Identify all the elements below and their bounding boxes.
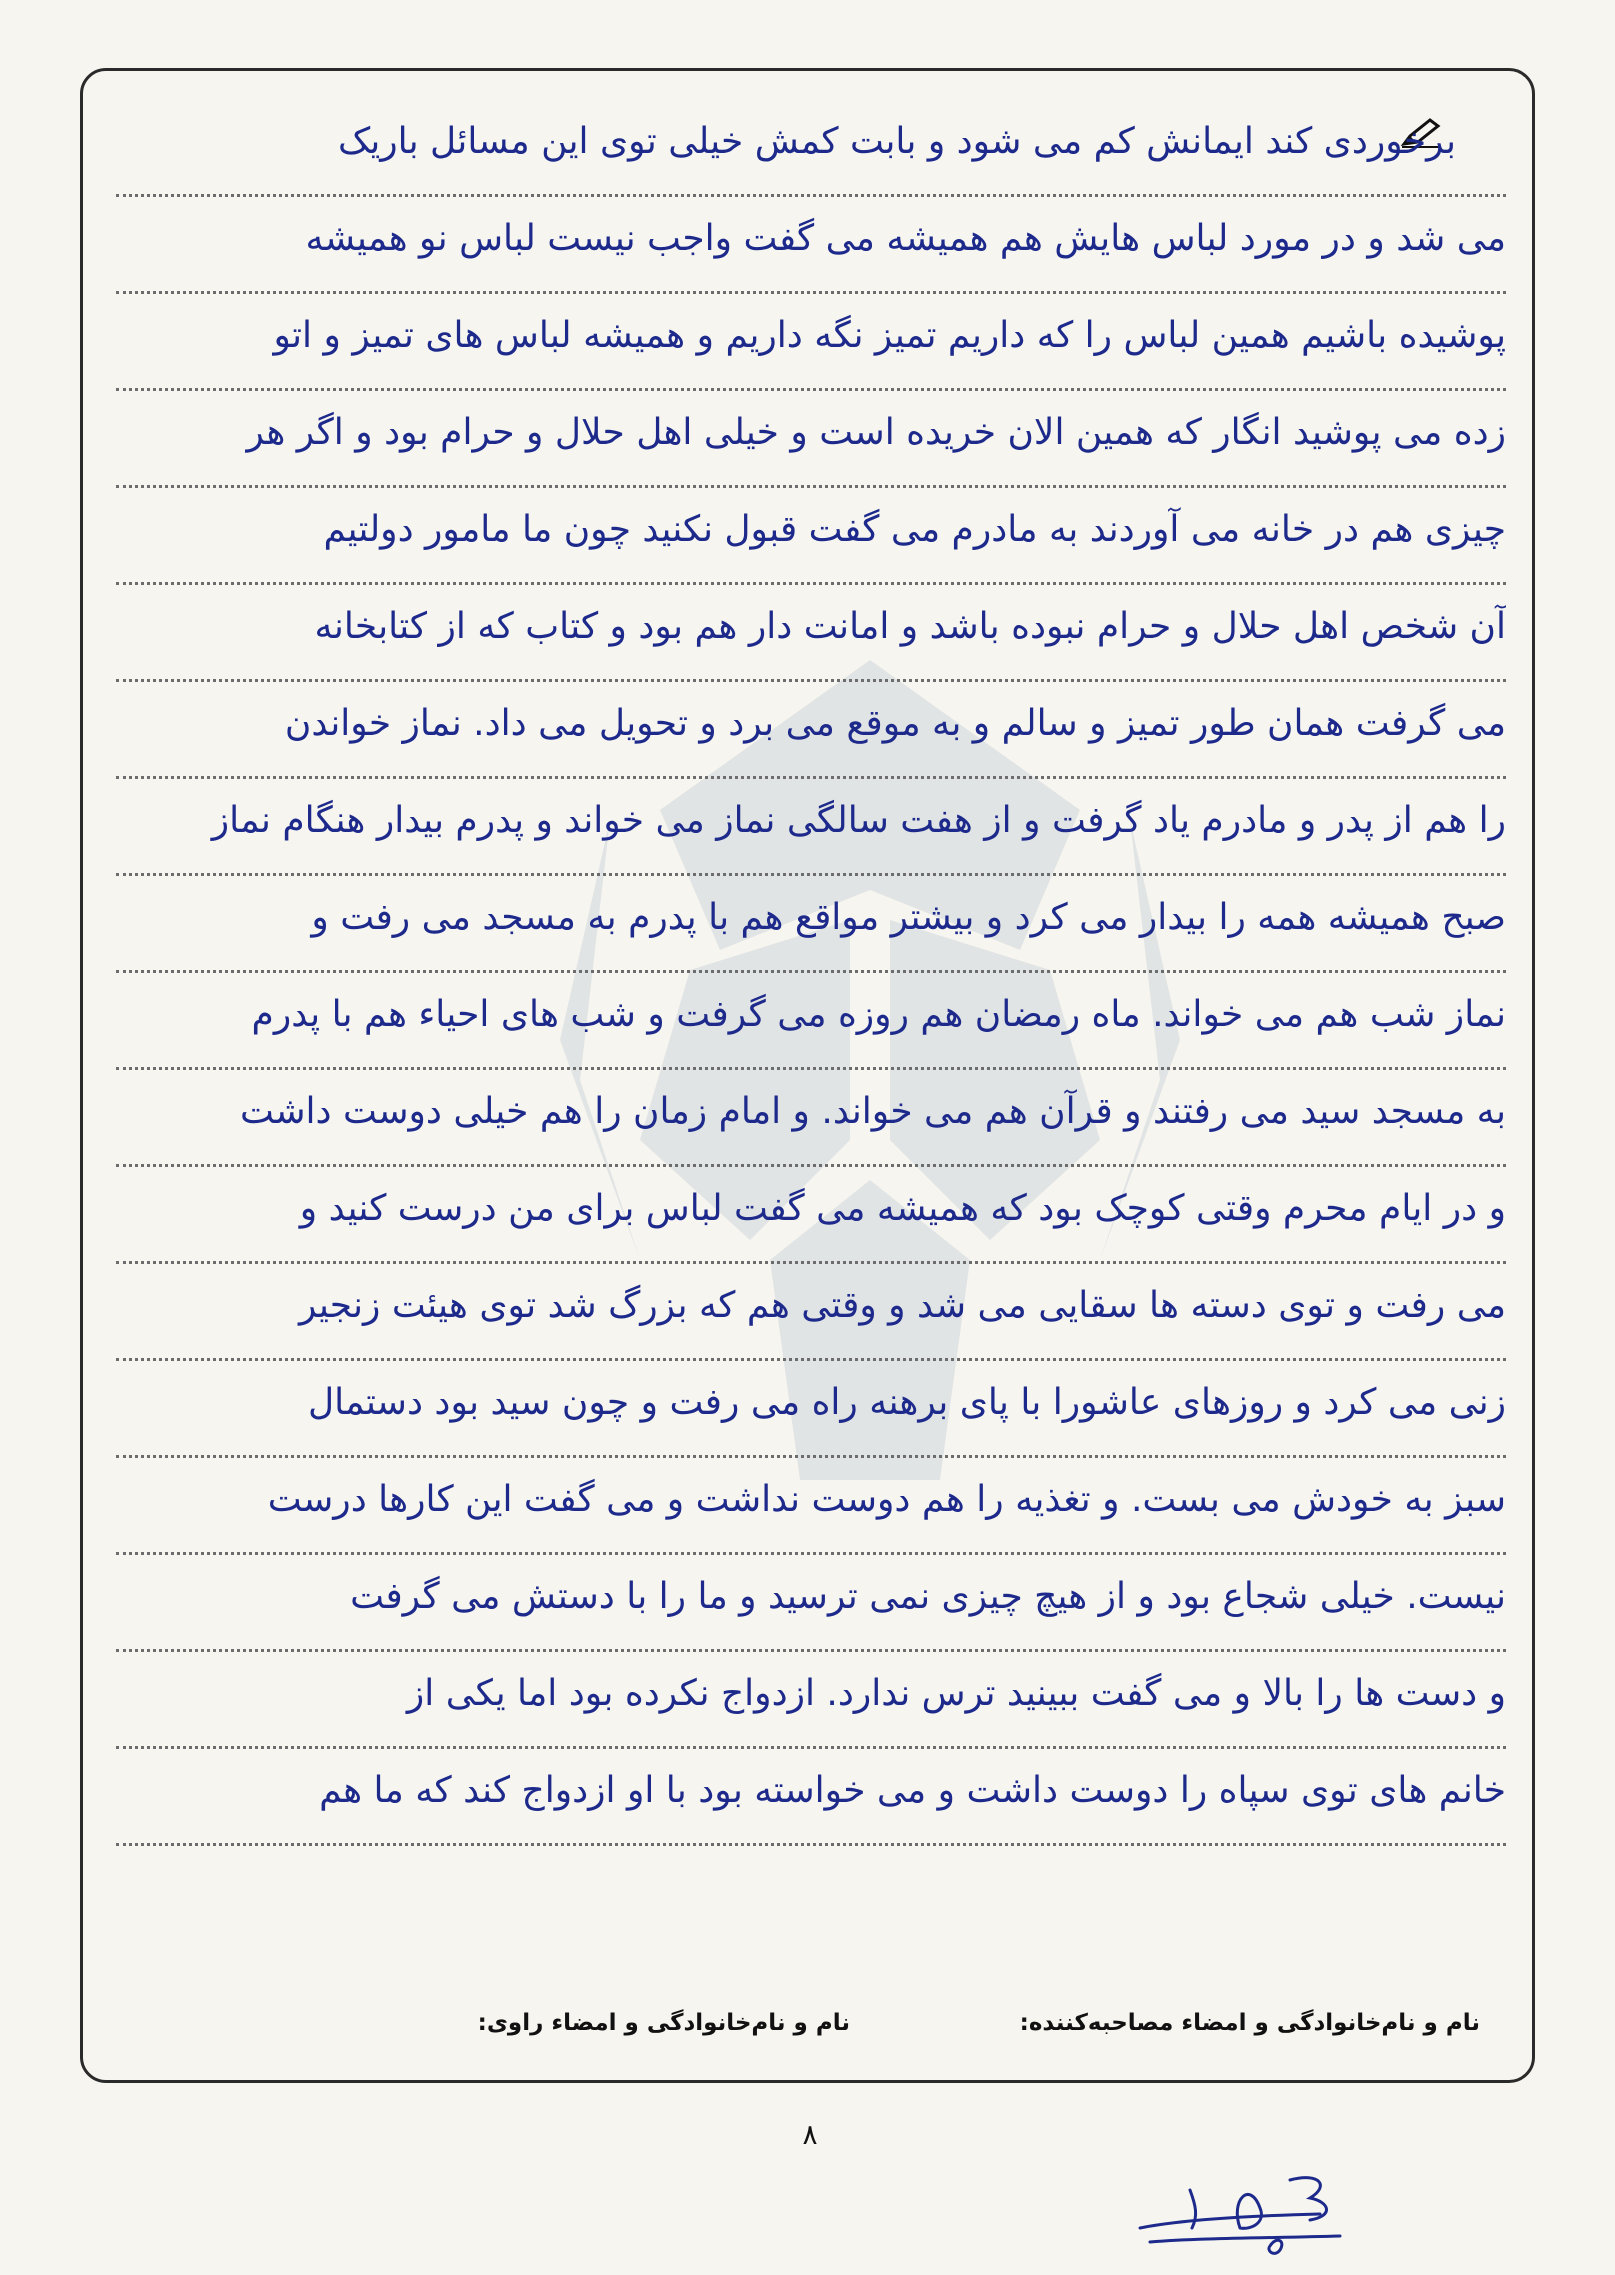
text-line: را هم از پدر و مادرم یاد گرفت و از هفت سالگی نماز می خواند و پدرم بیدار هنگام نماز xyxy=(116,779,1506,876)
text-line: نماز شب هم می خواند. ماه رمضان هم روزه می گرفت و شب های احیاء هم با پدرم xyxy=(116,973,1506,1070)
text-line: زنی می کرد و روزهای عاشورا با پای برهنه راه می رفت و چون سید بود دستمال xyxy=(116,1361,1506,1458)
text-line: و در ایام محرم وقتی کوچک بود که همیشه می گفت لباس برای من درست کنید و xyxy=(116,1167,1506,1264)
text-line: می رفت و توی دسته ها سقایی می شد و وقتی هم که بزرگ شد توی هیئت زنجیر xyxy=(116,1264,1506,1361)
text-line: برخوردی کند ایمانش کم می شود و بابت کمش خیلی توی این مسائل باریک xyxy=(116,100,1506,197)
page-number: ۸ xyxy=(802,2118,818,2151)
handwritten-signature xyxy=(1120,2150,1380,2260)
text-line: می شد و در مورد لباس هایش هم همیشه می گفت واجب نیست لباس نو همیشه xyxy=(116,197,1506,294)
text-line: نیست. خیلی شجاع بود و از هیچ چیزی نمی ترسید و ما را با دستش می گرفت xyxy=(116,1555,1506,1652)
text-line: آن شخص اهل حلال و حرام نبوده باشد و امانت دار هم بود و کتاب که از کتابخانه xyxy=(116,585,1506,682)
interviewer-signature-label: نام و نام‌خانوادگی و امضاء مصاحبه‌کننده: xyxy=(1019,2010,1480,2036)
text-line: و دست ها را بالا و می گفت ببینید ترس ندارد. ازدواج نکرده بود اما یکی از xyxy=(116,1652,1506,1749)
text-line: خانم های توی سپاه را دوست داشت و می خواسته بود با او ازدواج کند که ما هم xyxy=(116,1749,1506,1846)
text-line: چیزی هم در خانه می آوردند به مادرم می گفت قبول نکنید چون ما مامور دولتیم xyxy=(116,488,1506,585)
text-line: می گرفت همان طور تمیز و سالم و به موقع می برد و تحویل می داد. نماز خواندن xyxy=(116,682,1506,779)
text-line: پوشیده باشیم همین لباس را که داریم تمیز نگه داریم و همیشه لباس های تمیز و اتو xyxy=(116,294,1506,391)
text-line: زده می پوشید انگار که همین الان خریده است و خیلی اهل حلال و حرام بود و اگر هر xyxy=(116,391,1506,488)
signature-labels xyxy=(110,2010,1510,2060)
text-line: به مسجد سید می رفتند و قرآن هم می خواند. و امام زمان را هم خیلی دوست داشت xyxy=(116,1070,1506,1167)
handwritten-text xyxy=(116,100,1506,1846)
narrator-signature-label: نام و نام‌خانوادگی و امضاء راوی: xyxy=(477,2010,850,2036)
text-line: صبح همیشه همه را بیدار می کرد و بیشتر مواقع هم با پدرم به مسجد می رفت و xyxy=(116,876,1506,973)
text-line: سبز به خودش می بست. و تغذیه را هم دوست نداشت و می گفت این کارها درست xyxy=(116,1458,1506,1555)
